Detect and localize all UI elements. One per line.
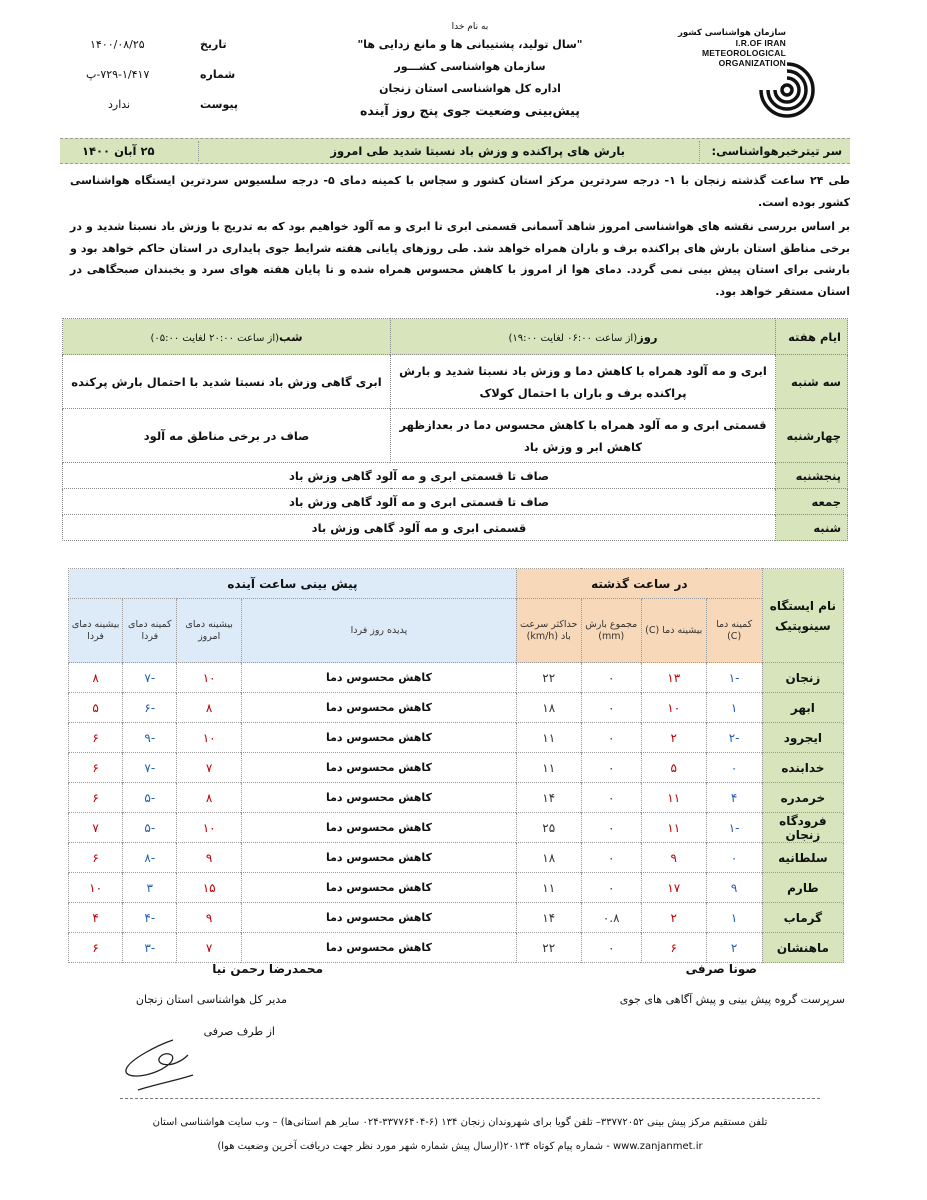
min-temp-tomorrow: -۶ xyxy=(123,693,177,723)
phenomenon: کاهش محسوس دما xyxy=(241,783,516,813)
past-rain: ۰ xyxy=(581,783,641,813)
five-day-forecast-table xyxy=(62,318,848,541)
number-label: شماره xyxy=(200,68,236,81)
station-row xyxy=(69,843,844,873)
max-temp-today: ۹ xyxy=(177,903,242,933)
past-rain: ۰ xyxy=(581,813,641,843)
logo-text xyxy=(676,28,786,68)
past-min-temp: ۴ xyxy=(706,783,762,813)
h-min-tomorrow: کمینه دمای فردا xyxy=(123,599,177,663)
station-row xyxy=(69,813,844,843)
phenomenon: کاهش محسوس دما xyxy=(241,693,516,723)
day-name: جمعه xyxy=(776,489,848,515)
past-rain: ۰ xyxy=(581,753,641,783)
past-max-wind: ۱۴ xyxy=(516,903,581,933)
min-temp-tomorrow: -۸ xyxy=(123,843,177,873)
past-max-wind: ۱۸ xyxy=(516,693,581,723)
past-min-temp: -۱ xyxy=(706,813,762,843)
past-header: در ساعت گذشته xyxy=(516,569,762,599)
paragraph-1: طی ۲۴ ساعت گذشته زنجان با ۱- درجه سردترین مرکز استان کشور و سجاس با کمینه دمای ۵- درجه سلسیوس سردترین ایستگاه هواشناسی کشور بوده است. xyxy=(70,174,850,209)
next-header: پیش بینی ساعت آینده xyxy=(69,569,517,599)
past-min-temp: ۲ xyxy=(706,933,762,963)
max-temp-tomorrow: ۶ xyxy=(69,753,123,783)
min-temp-tomorrow: ۳ xyxy=(123,873,177,903)
merged-forecast: قسمتی ابری و مه آلود گاهی وزش باد xyxy=(63,515,776,541)
signatory-right-title: سرپرست گروه پیش بینی و پیش آگاهی های جوی xyxy=(619,993,845,1006)
document-title: پیش‌بینی وضعیت جوی پنج روز آینده xyxy=(360,103,580,118)
past-max-wind: ۲۵ xyxy=(516,813,581,843)
past-rain: ۰ xyxy=(581,723,641,753)
max-temp-tomorrow: ۵ xyxy=(69,693,123,723)
headline-label: سر تیترخبرهواشناسی: xyxy=(711,144,842,158)
station-name: گرماب xyxy=(762,903,843,933)
past-min-temp: -۱ xyxy=(706,663,762,693)
bismillah: به نام خدا xyxy=(451,22,489,32)
past-rain: ۰ xyxy=(581,873,641,903)
past-max-wind: ۱۱ xyxy=(516,753,581,783)
max-temp-today: ۷ xyxy=(177,933,242,963)
phenomenon: کاهش محسوس دما xyxy=(241,873,516,903)
min-temp-tomorrow: -۵ xyxy=(123,783,177,813)
past-max-temp: ۹ xyxy=(641,843,706,873)
station-row xyxy=(69,783,844,813)
max-temp-today: ۸ xyxy=(177,693,242,723)
min-temp-tomorrow: -۷ xyxy=(123,663,177,693)
max-temp-today: ۱۰ xyxy=(177,813,242,843)
past-max-wind: ۱۱ xyxy=(516,723,581,753)
department-name: اداره کل هواشناسی استان زنجان xyxy=(379,82,561,95)
past-max-temp: ۵ xyxy=(641,753,706,783)
station-name: فرودگاه زنجان xyxy=(762,813,843,843)
min-temp-tomorrow: -۹ xyxy=(123,723,177,753)
past-max-wind: ۱۱ xyxy=(516,873,581,903)
max-temp-today: ۱۰ xyxy=(177,723,242,753)
day-forecast: ابری و مه آلود همراه با کاهش دما و وزش باد نسبتا شدید و بارش پراکنده برف و باران با احتمال کولاک xyxy=(391,355,776,409)
station-name: زنجان xyxy=(762,663,843,693)
max-temp-tomorrow: ۶ xyxy=(69,933,123,963)
headline-bar xyxy=(60,138,850,164)
max-temp-tomorrow: ۶ xyxy=(69,783,123,813)
max-temp-tomorrow: ۸ xyxy=(69,663,123,693)
past-min-temp: ۰ xyxy=(706,843,762,873)
max-temp-tomorrow: ۷ xyxy=(69,813,123,843)
night-forecast: ابری گاهی وزش باد نسبتا شدید با احتمال بارش پرکنده xyxy=(63,355,391,409)
h-max-tomorrow: بیشینه دمای فردا xyxy=(69,599,123,663)
merged-forecast: صاف تا قسمتی ابری و مه آلود گاهی وزش باد xyxy=(63,489,776,515)
past-max-wind: ۱۴ xyxy=(516,783,581,813)
station-name: خرمدره xyxy=(762,783,843,813)
past-rain: ۰ xyxy=(581,933,641,963)
slogan: "سال تولید، پشتیبانی ها و مانع زدایی ها" xyxy=(357,38,583,51)
footer-line-1: تلفن مستقیم مرکز پیش بینی ۳۳۷۷۲۰۵۲– تلفن گویا برای شهروندان زنجان ۱۳۴ (۶-۳۳۷۷۶۴۰۴-۰۲۴ سایر هم استانی‌ها) – وب سایت هواشناسی استان xyxy=(152,1117,768,1128)
h-rain: مجموع بارش (mm) xyxy=(581,599,641,663)
signatory-left-note: از طرف صرفی xyxy=(203,1025,275,1038)
day-forecast: قسمتی ابری و مه آلود همراه با کاهش محسوس دما در بعدازظهر کاهش ابر و وزش باد xyxy=(391,409,776,463)
station-row xyxy=(69,723,844,753)
station-name: ایجرود xyxy=(762,723,843,753)
station-name: ماهنشان xyxy=(762,933,843,963)
handwritten-signature xyxy=(118,1035,208,1095)
phenomenon: کاهش محسوس دما xyxy=(241,813,516,843)
forecast-row xyxy=(63,355,848,409)
past-max-temp: ۲ xyxy=(641,903,706,933)
footer-divider xyxy=(120,1098,820,1099)
station-row xyxy=(69,873,844,903)
past-max-temp: ۲ xyxy=(641,723,706,753)
past-rain: ۰ xyxy=(581,843,641,873)
phenomenon: کاهش محسوس دما xyxy=(241,663,516,693)
day-name: سه شنبه xyxy=(776,355,848,409)
letter-header xyxy=(330,20,610,122)
h-wind: حداکثر سرعت باد (km/h) xyxy=(516,599,581,663)
signatory-left-title: مدیر کل هواشناسی استان زنجان xyxy=(135,993,287,1006)
paragraph-2: بر اساس بررسی نقشه های هواشناسی امروز شاهد آسمانی قسمتی ابری تا ابری و مه آلود خواهیم بود که به تدریج با وزش باد نسبتا شدید و در برخی مناطق استان بارش های پراکنده برف و باران همراه خواهد شد. طی روزهای پایانی هفته شرایط جوی پایداری در استان حاکم خواهد بود و بارشی برای استان پیش بینی نمی گردد. دمای هوا از امروز با کاهش محسوس همراه شده و تا پایان هفته هوای سرد و یخبندان صبحگاهی در استان مستقر خواهد بود. xyxy=(70,220,850,298)
past-min-temp: ۱ xyxy=(706,903,762,933)
max-temp-today: ۹ xyxy=(177,843,242,873)
headline-date: ۲۵ آبان ۱۴۰۰ xyxy=(82,144,155,158)
station-name: سلطانیه xyxy=(762,843,843,873)
past-min-temp: ۰ xyxy=(706,753,762,783)
max-temp-today: ۷ xyxy=(177,753,242,783)
max-temp-tomorrow: ۴ xyxy=(69,903,123,933)
col-days: ایام هفته xyxy=(776,319,848,355)
past-max-temp: ۱۰ xyxy=(641,693,706,723)
col-day-period: روز(از ساعت ۰۶:۰۰ لغایت ۱۹:۰۰) xyxy=(391,319,776,355)
past-rain: ۰ xyxy=(581,663,641,693)
min-temp-tomorrow: -۷ xyxy=(123,753,177,783)
day-name: پنجشنبه xyxy=(776,463,848,489)
organization-name: سازمان هواشناسی کشـــور xyxy=(394,60,546,73)
max-temp-today: ۸ xyxy=(177,783,242,813)
phenomenon: کاهش محسوس دما xyxy=(241,843,516,873)
forecast-row xyxy=(63,489,848,515)
station-header: نام ایستگاه سینوپتیک xyxy=(762,569,843,663)
max-temp-tomorrow: ۶ xyxy=(69,723,123,753)
logo-en-1: I.R.OF IRAN xyxy=(735,38,786,48)
past-max-wind: ۲۲ xyxy=(516,933,581,963)
min-temp-tomorrow: -۴ xyxy=(123,903,177,933)
past-max-wind: ۱۸ xyxy=(516,843,581,873)
station-name: ابهر xyxy=(762,693,843,723)
forecast-row xyxy=(63,409,848,463)
station-name: طارم xyxy=(762,873,843,903)
signatory-right-name: صونا صرفی xyxy=(685,962,757,976)
logo-fa: سازمان هواشناسی کشور xyxy=(677,28,786,38)
station-row xyxy=(69,933,844,963)
night-forecast: صاف در برخی مناطق مه آلود xyxy=(63,409,391,463)
forecast-row xyxy=(63,515,848,541)
phenomenon: کاهش محسوس دما xyxy=(241,723,516,753)
past-max-temp: ۱۱ xyxy=(641,813,706,843)
past-min-temp: -۲ xyxy=(706,723,762,753)
day-name: شنبه xyxy=(776,515,848,541)
date-value: ۱۴۰۰/۰۸/۲۵ xyxy=(90,38,145,51)
past-min-temp: ۱ xyxy=(706,693,762,723)
h-max: بیشینه دما (C) xyxy=(641,599,706,663)
phenomenon: کاهش محسوس دما xyxy=(241,903,516,933)
attachment-value: ندارد xyxy=(108,98,131,111)
phenomenon: کاهش محسوس دما xyxy=(241,753,516,783)
signatory-left-name: محمدرضا رحمن نیا xyxy=(212,962,323,976)
h-max-today: بیشینه دمای امروز xyxy=(177,599,242,663)
past-rain: ۰ xyxy=(581,693,641,723)
min-temp-tomorrow: -۵ xyxy=(123,813,177,843)
h-min: کمینه دما (C) xyxy=(706,599,762,663)
station-row xyxy=(69,753,844,783)
forecast-row xyxy=(63,463,848,489)
headline-text: بارش های پراکنده و وزش باد نسبتا شدید طی امروز xyxy=(330,144,625,158)
merged-forecast: صاف تا قسمتی ابری و مه آلود گاهی وزش باد xyxy=(63,463,776,489)
logo-en-3: ORGANIZATION xyxy=(718,58,786,68)
max-temp-tomorrow: ۶ xyxy=(69,843,123,873)
max-temp-today: ۱۰ xyxy=(177,663,242,693)
station-row xyxy=(69,903,844,933)
past-min-temp: ۹ xyxy=(706,873,762,903)
past-max-temp: ۱۳ xyxy=(641,663,706,693)
past-max-temp: ۶ xyxy=(641,933,706,963)
min-temp-tomorrow: -۳ xyxy=(123,933,177,963)
phenomenon: کاهش محسوس دما xyxy=(241,933,516,963)
h-phen: پدیده روز فردا xyxy=(241,599,516,663)
footer-line-2: www.zanjanmet.ir - شماره پیام کوتاه ۲۰۱۳۴(ارسال پیش شماره شهر مورد نظر جهت دریافت آخرین وضعیت هوا) xyxy=(217,1141,703,1152)
date-label: تاریخ xyxy=(200,38,227,51)
past-max-temp: ۱۱ xyxy=(641,783,706,813)
past-max-temp: ۱۷ xyxy=(641,873,706,903)
station-name: خدابنده xyxy=(762,753,843,783)
attachment-label: پیوست xyxy=(200,98,238,111)
past-rain: ۰.۸ xyxy=(581,903,641,933)
station-row xyxy=(69,663,844,693)
number-value: ۷۲۹-۱/۴۱۷-پ xyxy=(86,68,150,81)
day-name: چهارشنبه xyxy=(776,409,848,463)
max-temp-today: ۱۵ xyxy=(177,873,242,903)
past-max-wind: ۲۲ xyxy=(516,663,581,693)
logo-en-2: METEOROLOGICAL xyxy=(701,48,786,58)
stations-table xyxy=(68,568,844,963)
station-row xyxy=(69,693,844,723)
col-night-period: شب(از ساعت ۲۰:۰۰ لغایت ۰۵:۰۰) xyxy=(63,319,391,355)
max-temp-tomorrow: ۱۰ xyxy=(69,873,123,903)
